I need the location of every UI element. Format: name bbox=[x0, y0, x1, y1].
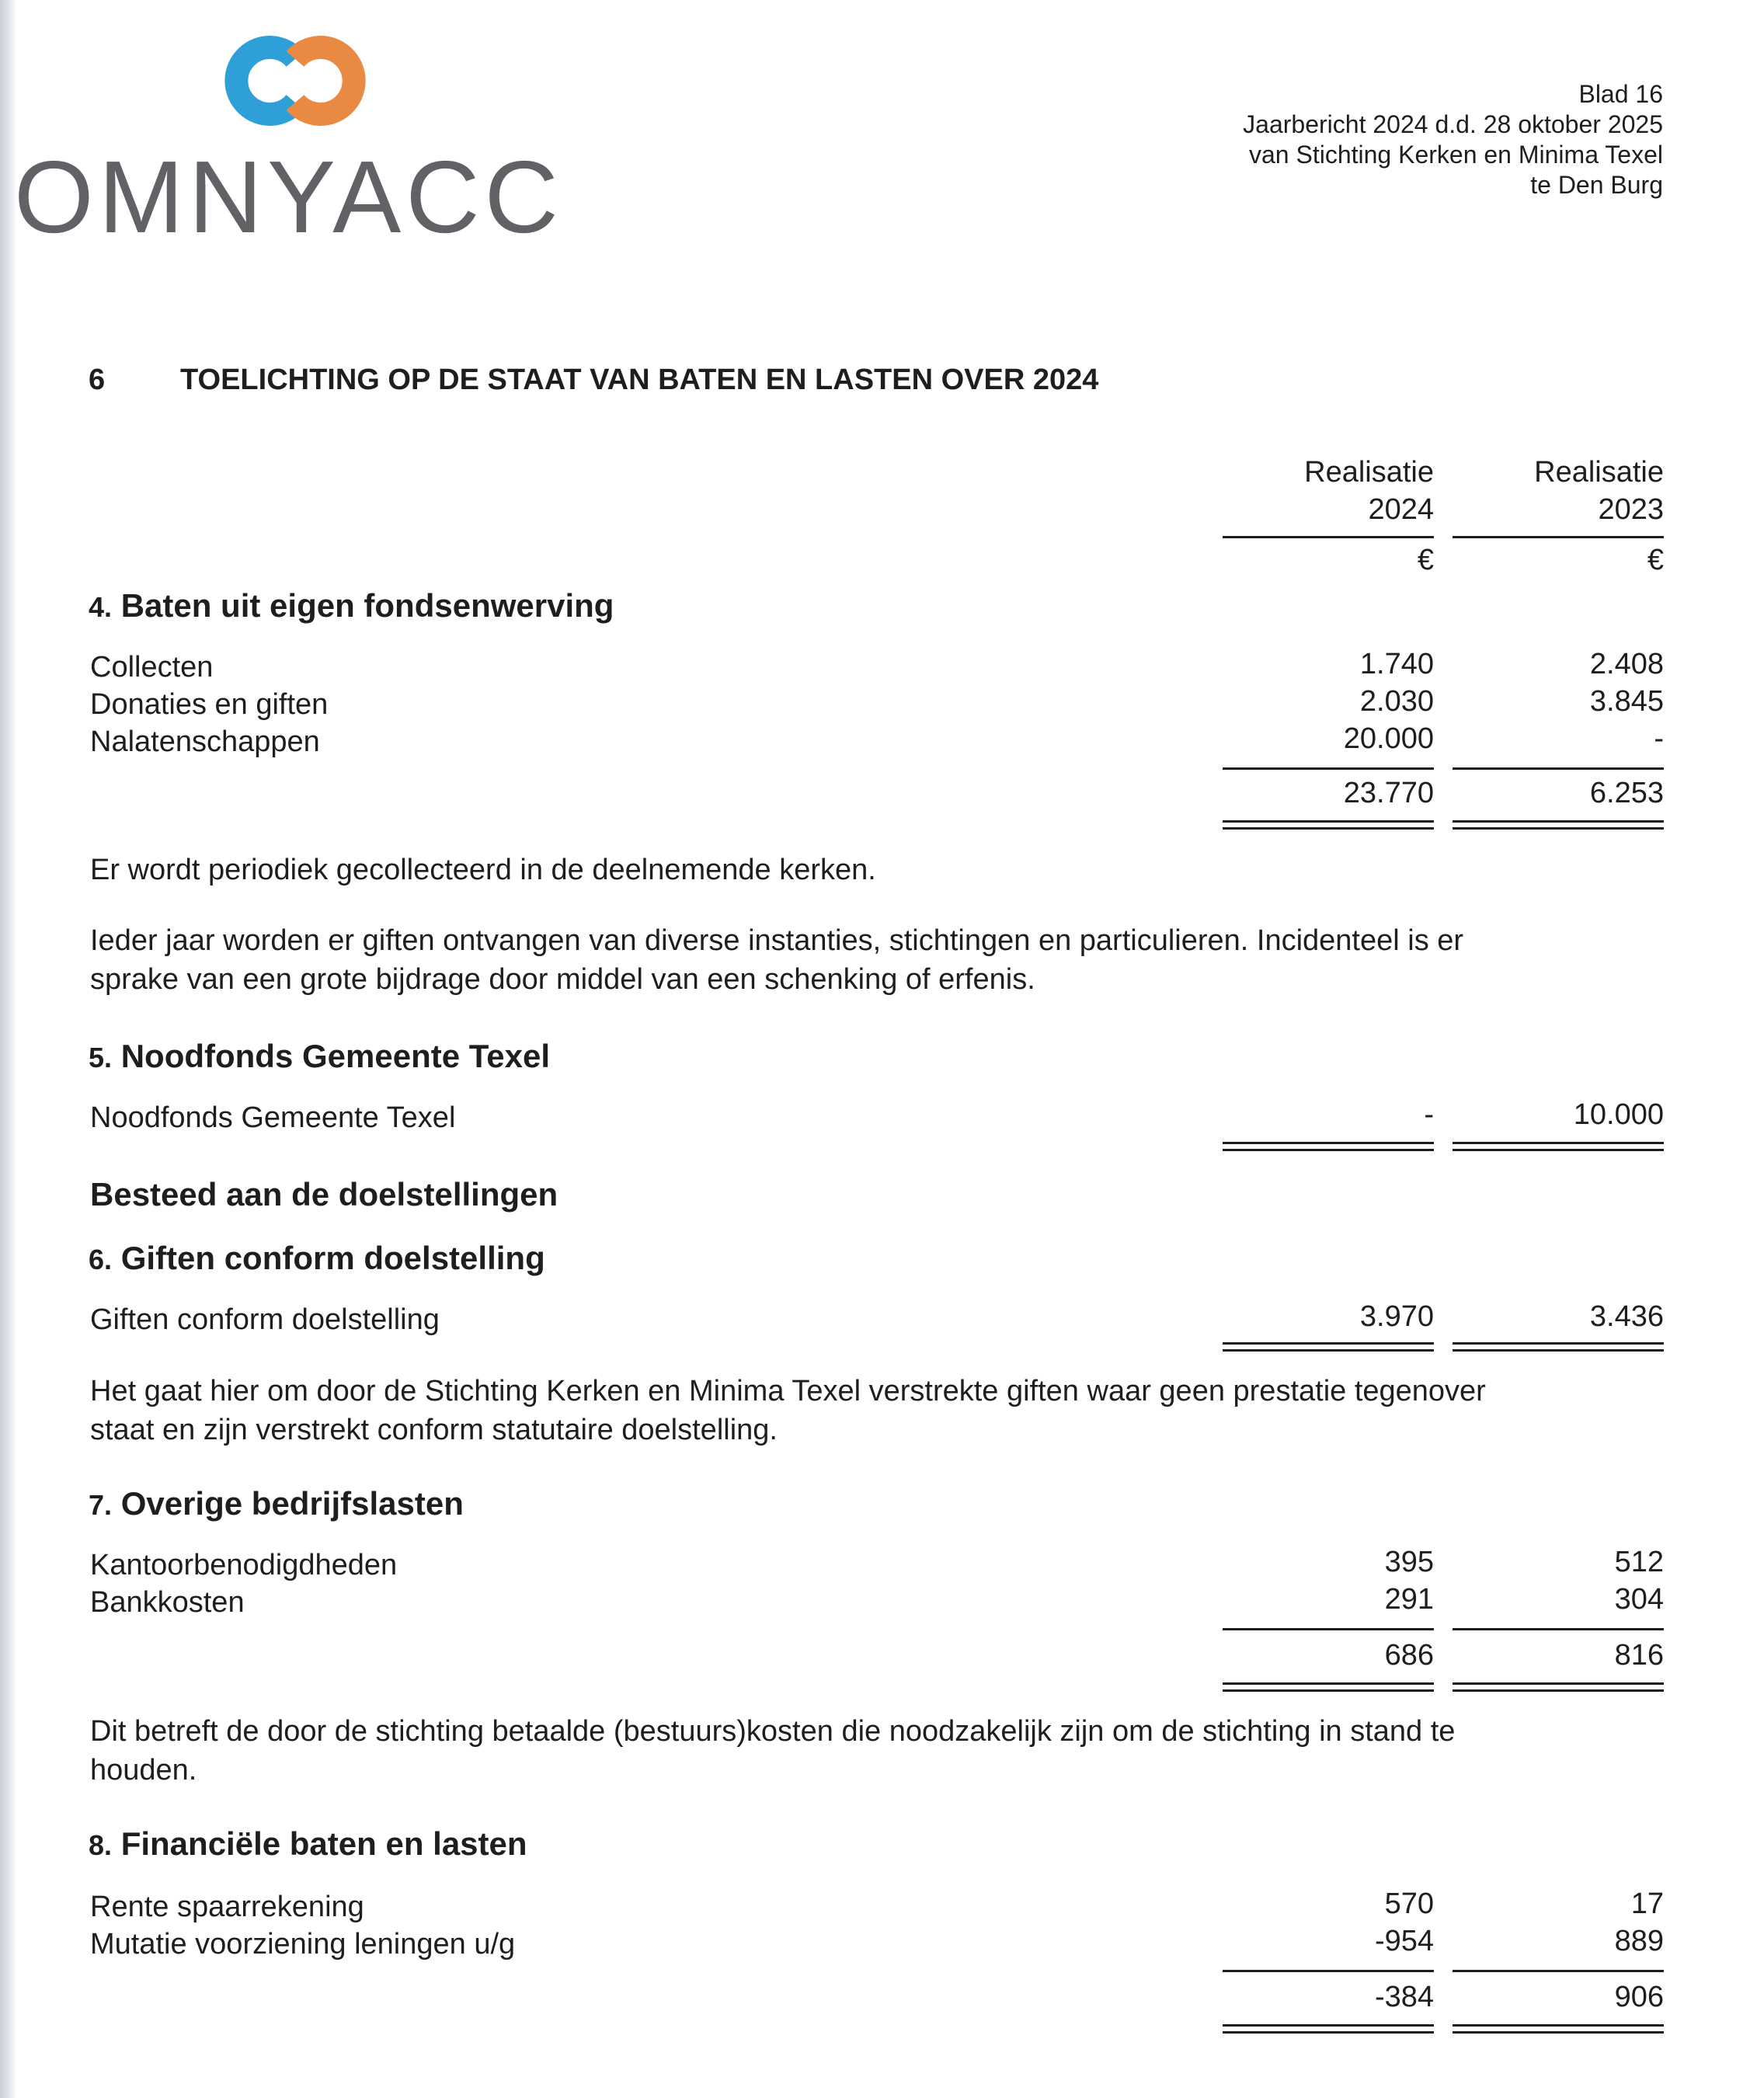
row-value-2024: 20.000 bbox=[1343, 722, 1434, 755]
total-2024: 23.770 bbox=[1343, 777, 1434, 809]
col-header-2023 bbox=[1453, 454, 1664, 528]
sheet-number: Blad 16 bbox=[1578, 80, 1663, 108]
scan-edge-shadow bbox=[0, 0, 17, 2098]
row-label: Collecten bbox=[90, 651, 214, 684]
subtotal-rule bbox=[1453, 1628, 1664, 1630]
col-header-2024 bbox=[1223, 454, 1434, 528]
col-header-rule bbox=[1453, 536, 1664, 538]
section-5-heading bbox=[89, 1038, 550, 1075]
total-double-rule bbox=[1453, 2024, 1664, 2034]
report-title: Jaarbericht 2024 d.d. 28 oktober 2025 bbox=[1243, 110, 1663, 138]
subtotal-rule bbox=[1223, 767, 1434, 770]
col-header-2023-year: 2023 bbox=[1598, 493, 1664, 526]
section-6-heading bbox=[89, 1240, 545, 1277]
section-number: 6 bbox=[89, 364, 106, 396]
total-double-rule bbox=[1223, 820, 1434, 830]
total-double-rule bbox=[1223, 1342, 1434, 1352]
col-header-2024-label: Realisatie bbox=[1304, 456, 1434, 489]
section-8-heading bbox=[89, 1825, 527, 1863]
subtotal-rule bbox=[1453, 1970, 1664, 1972]
row-value-2023: 889 bbox=[1614, 1925, 1664, 1957]
total-double-rule bbox=[1223, 2024, 1434, 2034]
section-7-heading bbox=[89, 1485, 464, 1522]
row-label: Nalatenschappen bbox=[90, 725, 320, 758]
total-double-rule bbox=[1453, 1682, 1664, 1692]
note-line: sprake van een grote bijdrage door middel van een schenking of erfenis. bbox=[90, 963, 1035, 996]
subtotal-rule bbox=[1223, 1970, 1434, 1972]
row-label: Donaties en giften bbox=[90, 688, 329, 721]
section-4-number: 4. bbox=[89, 591, 113, 623]
col-header-rule bbox=[1223, 536, 1434, 538]
company-logo-text: OMNYACC bbox=[14, 140, 563, 254]
note-line: Dit betreft de door de stichting betaalde (bestuurs)kosten die noodzakelijk zijn om de stichting in stand te bbox=[90, 1715, 1456, 1748]
total-double-rule bbox=[1223, 1682, 1434, 1692]
section-6-title: Giften conform doelstelling bbox=[120, 1240, 545, 1276]
row-label: Bankkosten bbox=[90, 1586, 245, 1619]
section-7-number: 7. bbox=[89, 1489, 113, 1521]
row-value-2023: 3.436 bbox=[1589, 1300, 1664, 1333]
row-value-2024: - bbox=[1424, 1098, 1434, 1131]
section-7-title: Overige bedrijfslasten bbox=[120, 1485, 464, 1522]
row-label: Giften conform doelstelling bbox=[90, 1303, 440, 1336]
currency-2023: € bbox=[1647, 544, 1664, 576]
row-label: Rente spaarrekening bbox=[90, 1891, 364, 1923]
note-line: Ieder jaar worden er giften ontvangen van diverse instanties, stichtingen en particulieren. Incidenteel is er bbox=[90, 924, 1464, 957]
section-5-number: 5. bbox=[89, 1042, 113, 1073]
section-5-title: Noodfonds Gemeente Texel bbox=[120, 1038, 551, 1074]
page-title: TOELICHTING OP DE STAAT VAN BATEN EN LASTEN OVER 2024 bbox=[180, 364, 1099, 396]
row-value-2023: 304 bbox=[1614, 1583, 1664, 1616]
row-value-2024: 570 bbox=[1384, 1888, 1434, 1920]
total-2024: 686 bbox=[1384, 1639, 1434, 1672]
note-line: Het gaat hier om door de Stichting Kerken en Minima Texel verstrekte giften waar geen prestatie tegenover bbox=[90, 1375, 1486, 1407]
note-line: staat en zijn verstrekt conform statutaire doelstelling. bbox=[90, 1414, 778, 1446]
row-label: Kantoorbenodigdheden bbox=[90, 1549, 398, 1581]
row-value-2023: 2.408 bbox=[1589, 648, 1664, 680]
note-paragraph bbox=[90, 921, 1675, 999]
row-value-2023: - bbox=[1654, 722, 1664, 755]
row-label: Mutatie voorziening leningen u/g bbox=[90, 1928, 516, 1961]
row-value-2024: 3.970 bbox=[1359, 1300, 1434, 1333]
total-double-rule bbox=[1453, 1142, 1664, 1151]
row-value-2023: 512 bbox=[1614, 1546, 1664, 1578]
subtotal-rule bbox=[1223, 1628, 1434, 1630]
row-value-2024: 1.740 bbox=[1359, 648, 1434, 680]
row-value-2023: 17 bbox=[1630, 1888, 1664, 1920]
subtotal-rule bbox=[1453, 767, 1664, 770]
total-2023: 906 bbox=[1614, 1981, 1664, 2013]
note-line: houden. bbox=[90, 1754, 197, 1787]
entity-name: van Stichting Kerken en Minima Texel bbox=[1248, 141, 1663, 169]
total-double-rule bbox=[1223, 1142, 1434, 1151]
section-8-title: Financiële baten en lasten bbox=[120, 1825, 527, 1862]
note-paragraph bbox=[90, 1372, 1675, 1449]
currency-2024: € bbox=[1417, 544, 1434, 576]
note-paragraph: Er wordt periodiek gecollecteerd in de deelnemende kerken. bbox=[90, 854, 876, 886]
row-value-2023: 3.845 bbox=[1589, 685, 1664, 718]
section-4-title: Baten uit eigen fondsenwerving bbox=[120, 587, 614, 624]
total-2023: 816 bbox=[1614, 1639, 1664, 1672]
row-value-2023: 10.000 bbox=[1573, 1098, 1664, 1131]
section-8-number: 8. bbox=[89, 1829, 113, 1861]
row-value-2024: 291 bbox=[1384, 1583, 1434, 1616]
entity-place: te Den Burg bbox=[1530, 171, 1663, 199]
row-value-2024: 2.030 bbox=[1359, 685, 1434, 718]
total-2023: 6.253 bbox=[1589, 777, 1664, 809]
total-double-rule bbox=[1453, 1342, 1664, 1352]
section-6-number: 6. bbox=[89, 1244, 113, 1275]
header-block bbox=[1243, 79, 1663, 200]
section-4-heading bbox=[89, 587, 614, 625]
subheading-besteed: Besteed aan de doelstellingen bbox=[90, 1176, 558, 1213]
note-paragraph bbox=[90, 1712, 1675, 1790]
row-value-2024: 395 bbox=[1384, 1546, 1434, 1578]
total-2024: -384 bbox=[1374, 1981, 1434, 2013]
row-value-2024: -954 bbox=[1374, 1925, 1434, 1957]
total-double-rule bbox=[1453, 820, 1664, 830]
omnyacc-logo-icon bbox=[217, 36, 373, 126]
col-header-2024-year: 2024 bbox=[1368, 493, 1434, 526]
row-label: Noodfonds Gemeente Texel bbox=[90, 1101, 456, 1134]
col-header-2023-label: Realisatie bbox=[1534, 456, 1664, 489]
